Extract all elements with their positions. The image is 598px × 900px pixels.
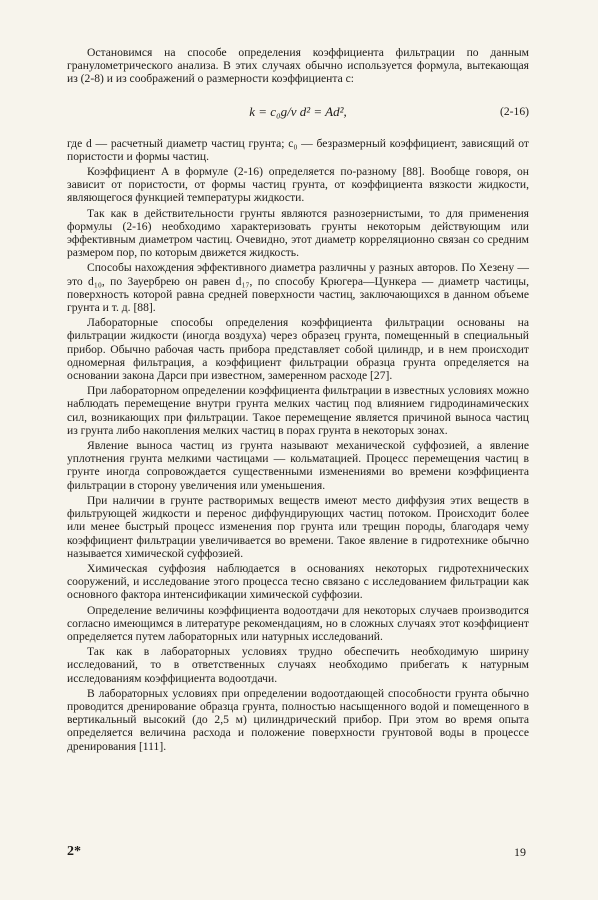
paragraph-13: В лабораторных условиях при определении водоотдающей способности грунта обычно проводится дренирование образца грунта, полностью насыщенного водой и помещенного в вертикальный высокий (до 2,5 м) цилиндрический прибор. При этом во время опыта определяется величина расхода и положение поверхности грунтовой воды в процессе дренирования [111].: [67, 686, 529, 753]
signature-mark: 2*: [67, 844, 81, 859]
page-number: 19: [514, 845, 526, 859]
paragraph-8: Явление выноса частиц из грунта называют механической суффозией, а явление уплотнения грунта мелкими частицами — кольматацией. Процесс перемещения частиц в грунте иногда сопровождается существенными изменениями во времени коэффициента фильтрации в сторону увеличения или уменьшения.: [67, 439, 529, 492]
paragraph-5: Способы нахождения эффективного диаметра различны у разных авторов. По Хезену — это d₁₀, по Зауербрею он равен d₁₇, по способу Крюгера—Цункера — диаметр частицы, поверхность которой равна средней поверхности частиц, заключающихся в данном объеме грунта и т. д. [88].: [67, 261, 529, 315]
paragraph-11: Определение величины коэффициента водоотдачи для некоторых случаев производится согласно имеющимся в литературе рекомендациям, но в сложных случаях этот коэффициент определяется путем лабораторных или натурных исследований.: [67, 603, 529, 643]
paragraph-1: Остановимся на способе определения коэффициента фильтрации по данным гранулометрического анализа. В этих случаях обычно используется формула, вытекающая из (2-8) и из соображений о размерности коэффициента c:: [67, 46, 529, 86]
paragraph-12: Так как в лабораторных условиях трудно обеспечить необходимую ширину исследований, то в ответственных случаях необходимо прибегать к натурным исследованиям коэффициента водоотдачи.: [67, 645, 529, 685]
paragraph-10: Химическая суффозия наблюдается в основаниях некоторых гидротехнических сооружений, и исследование этого процесса тесно связано с исследованием фильтрации как основного фактора интенсификации химической суффозии.: [67, 561, 529, 602]
page-body: [67, 46, 529, 755]
paragraph-9: При наличии в грунте растворимых веществ имеют место диффузия этих веществ в фильтрующей жидкости и перенос диффундирующих частиц потоком. Происходит более или менее быстрый процесс изменения пор грунта или трещин породы, благодаря чему коэффициент фильтрации увеличивается во времени. Такое явление в гидротехнике обычно называется химической суффозией.: [67, 493, 529, 560]
paragraph-3: Коэффициент A в формуле (2-16) определяется по-разному [88]. Вообще говоря, он зависит от пористости, от формы частиц грунта, от коэффициента вязкости жидкости, являющегося функцией температуры жидкости.: [67, 165, 529, 205]
paragraph-4: Так как в действительности грунты являются разнозернистыми, то для применения формулы (2-16) необходимо характеризовать грунты некоторым действующим или эффективным диаметром частиц. Очевидно, этот диаметр корреляционно связан со средним размером пор, по которым движется жидкость.: [67, 206, 529, 260]
formula-number: (2-16): [500, 104, 529, 118]
formula-2-16: [67, 90, 529, 134]
paragraph-6: Лабораторные способы определения коэффициента фильтрации основаны на фильтрации жидкости (иногда воздуха) через образец грунта, помещенный в специальный прибор. Обычно рабочая часть прибора представляет собой цилиндр, и в нем происходит одномерная фильтрация, а коэффициент фильтрации образца грунта определяется на основании закона Дарси при известном, замеренном расходе [27].: [67, 316, 529, 383]
paragraph-2: где d — расчетный диаметр частиц грунта; c₀ — безразмерный коэффициент, зависящий от пористости и формы частиц.: [67, 136, 529, 163]
paragraph-7: При лабораторном определении коэффициента фильтрации в известных условиях можно наблюдать перемещение внутри грунта мелких частиц под влиянием гидродинамических сил, возникающих при фильтрации. Такое перемещение является причиной выноса частиц из грунта либо накопления мелких частиц в порах грунта в некоторых зонах.: [67, 384, 529, 437]
formula-text: k = c₀g/ν d² = Ad²,: [249, 103, 347, 119]
